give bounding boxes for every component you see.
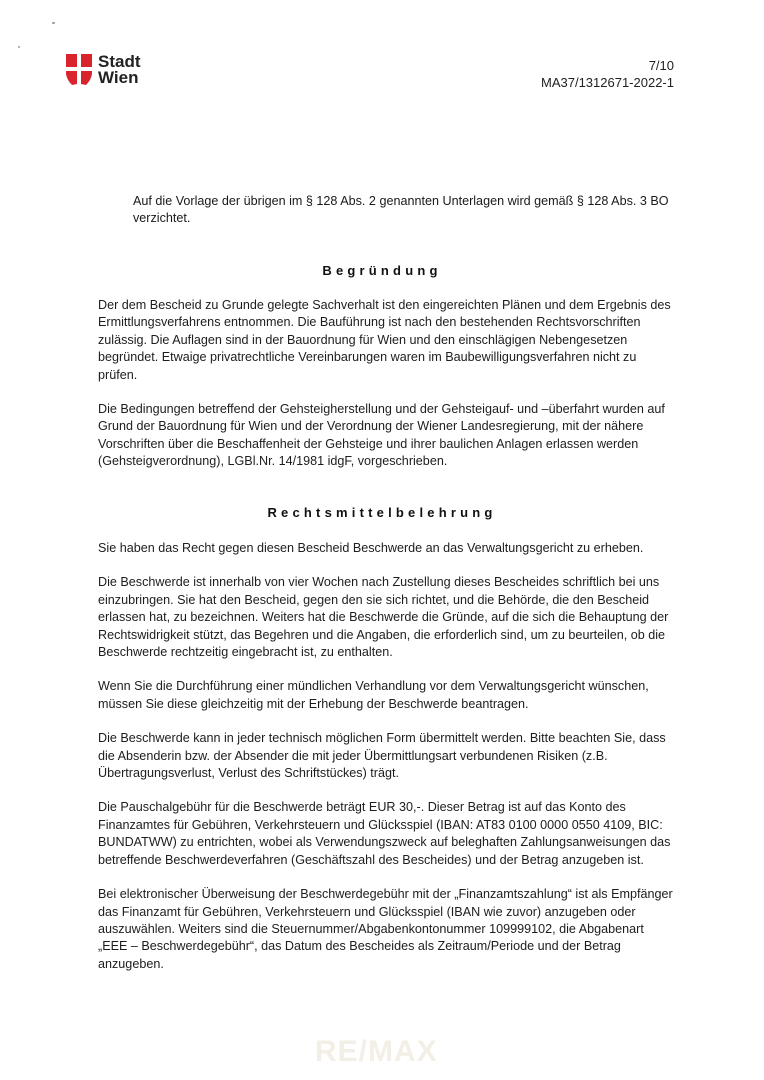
rechtsmittel-paragraph-4: Die Beschwerde kann in jeder technisch möglichen Form übermittelt werden. Bitte beachten Sie, dass die Absenderin bzw. der Absender die mit jeder Übermittlungsart verbundenen Risiken (z.B. Übertragungsverlust, Verlust des Schriftstückes) trägt. — [98, 731, 666, 781]
rechtsmittel-paragraph-5: Die Pauschalgebühr für die Beschwerde beträgt EUR 30,-. Dieser Betrag ist auf das Konto des Finanzamtes für Gebühren, Verkehrsteuern und Glücksspiel (IBAN: AT83 0100 0000 0550 4109, BIC: BUNDATWW) zu entrichten, wobei als Verwendungszweck auf beleghaften Zahlungsanweisungen das betreffende Beschwerdeverfahren (Geschäftszahl des Bescheides) und der Betrag anzugeben ist. — [98, 800, 671, 867]
remax-watermark: RE/MAX — [315, 1035, 438, 1068]
rechtsmittel-paragraph-1: Sie haben das Recht gegen diesen Bescheid Beschwerde an das Verwaltungsgericht zu erheben. — [98, 541, 644, 555]
begruendung-section — [98, 297, 673, 471]
page-info — [541, 57, 674, 91]
begruendung-paragraph-1: Der dem Bescheid zu Grunde gelegte Sachverhalt ist den eingereichten Plänen und dem Ergebnis des Ermittlungsverfahrens entnommen. Die Bauführung ist nach den bestehenden Rechtsvorschriften zulässig. Die Auflagen sind in der Bauordnung für Wien und den einschlägigen Nebengesetzen begründet. Etwaige privatrechtliche Vereinbarungen waren im Baubewilligungsverfahren nicht zu prüfen. — [98, 298, 671, 382]
rechtsmittel-paragraph-2: Die Beschwerde ist innerhalb von vier Wochen nach Zustellung dieses Bescheides schriftlich bei uns einzubringen. Sie hat den Bescheid, gegen den sie sich richtet, und die Behörde, die den Bescheid erlassen hat, zu bezeichnen. Weiters hat die Beschwerde die Gründe, auf die sich die Behauptung der Rechtswidrigkeit stützt, das Begehren und die Angaben, die erforderlich sind, um zu beurteilen, ob die Beschwerde rechtzeitig eingebracht ist, zu enthalten. — [98, 575, 669, 660]
heading-rechtsmittelbelehrung: Rechtsmittelbelehrung — [267, 505, 497, 520]
rechtsmittel-paragraph-6: Bei elektronischer Überweisung der Beschwerdegebühr mit der „Finanzamtszahlung“ ist als Empfänger das Finanzamt für Gebühren, Verkehrsteuern und Glücksspiel (IBAN wie zuvor) anzugeben oder auszuwählen. Weiters sind die Steuernummer/Abgabenkontonummer 109999102, die Abgabenart „EEE – Beschwerdegebühr“, das Datum des Bescheides als Zeitraum/Periode und der Betrag anzugeben. — [98, 887, 673, 971]
file-number: MA37/1312671-2022-1 — [541, 75, 674, 90]
intro-paragraph: Auf die Vorlage der übrigen im § 128 Abs. 2 genannten Unterlagen wird gemäß § 128 Abs. 3 BO verzichtet. — [133, 194, 669, 226]
rechtsmittel-section — [98, 540, 673, 973]
begruendung-paragraph-2: Die Bedingungen betreffend der Gehsteigherstellung und der Gehsteigauf- und –überfahrt wurden auf Grund der Bauordnung für Wien und der Verordnung der Wiener Landesregierung, mit der nähere Vorschriften über die Beschaffenheit der Gehsteige und ihrer baulichen Anlagen erlassen werden (Gehsteigverordnung), LGBl.Nr. 14/1981 idgF, vorgeschrieben. — [98, 402, 665, 469]
vienna-coat-of-arms-icon — [66, 54, 92, 86]
stadt-wien-logo — [66, 54, 141, 86]
heading-begruendung: Begründung — [322, 263, 442, 278]
rechtsmittel-paragraph-3: Wenn Sie die Durchführung einer mündlichen Verhandlung vor dem Verwaltungsgericht wünschen, müssen Sie diese gleichzeitig mit der Erhebung der Beschwerde beantragen. — [98, 679, 649, 711]
logo-line-stadt: Stadt — [98, 52, 141, 71]
scan-speck — [52, 22, 55, 24]
page-number: 7/10 — [648, 58, 674, 73]
scan-speck — [18, 46, 20, 48]
logo-line-wien: Wien — [98, 68, 139, 87]
